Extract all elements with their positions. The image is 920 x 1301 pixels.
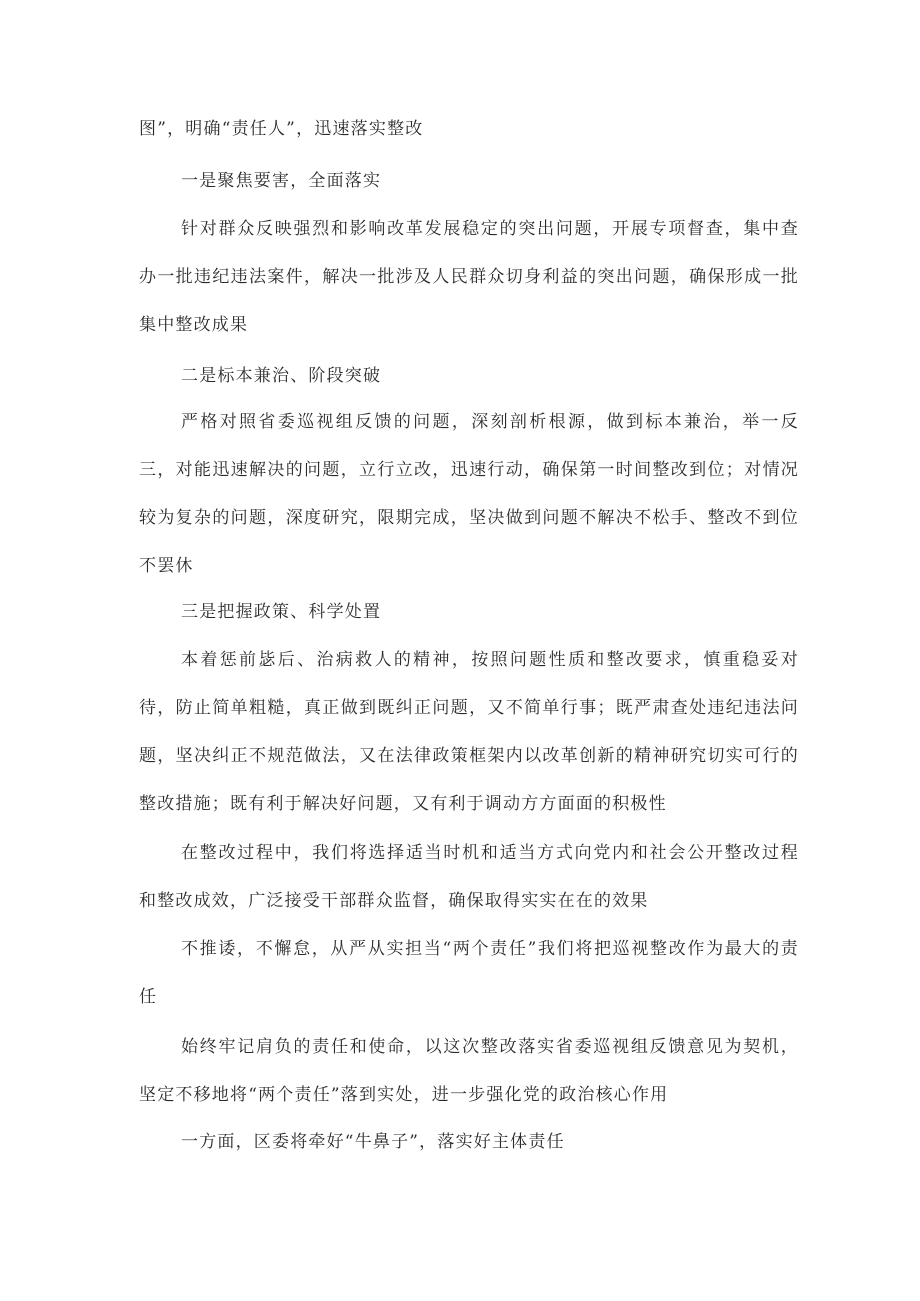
paragraph-1: 针对群众反映强烈和影响改革发展稳定的突出问题，开展专项督查，集中查办一批违纪违法案件，解决一批涉及人民群众切身利益的突出问题，确保形成一批集中整改成果: [139, 219, 799, 335]
paragraph-3: 本着惩前毖后、治病救人的精神，按照问题性质和整改要求，慎重稳妥对待，防止简单粗糙，真正做到既纠正问题，又不简单行事；既严肃查处违纪违法问题，坚决纠正不规范做法，又在法律政策框架内以改革创新的精神研究切实可行的整改措施；既有利于解决好问题，又有利于调动方方面面的积极性: [139, 650, 799, 814]
paragraph-continuation: 图”，明确“责任人”，迅速落实整改: [139, 119, 424, 139]
section-heading-2: 二是标本兼治、阶段突破: [181, 366, 382, 386]
paragraph-4: 在整改过程中，我们将选择适当时机和适当方式向党内和社会公开整改过程和整改成效，广泛接受干部群众监督，确保取得实实在在的效果: [139, 843, 799, 911]
paragraph-7: 一方面，区委将牵好“牛鼻子”，落实好主体责任: [181, 1132, 565, 1152]
paragraph-6: 始终牢记肩负的责任和使命，以这次整改落实省委巡视组反馈意见为契机，坚定不移地将“两个责任”落到实处，进一步强化党的政治核心作用: [139, 1037, 799, 1105]
section-heading-3: 三是把握政策、科学处置: [181, 602, 382, 622]
section-heading-1: 一是聚焦要害，全面落实: [181, 171, 382, 191]
paragraph-5: 不推诿，不懈怠，从严从实担当“两个责任”我们将把巡视整改作为最大的责任: [139, 939, 799, 1007]
paragraph-2: 严格对照省委巡视组反馈的问题，深刻剖析根源，做到标本兼治，举一反三，对能迅速解决的问题，立行立改，迅速行动，确保第一时间整改到位；对情况较为复杂的问题，深度研究，限期完成，坚决做到问题不解决不松手、整改不到位不罢休: [139, 412, 799, 576]
